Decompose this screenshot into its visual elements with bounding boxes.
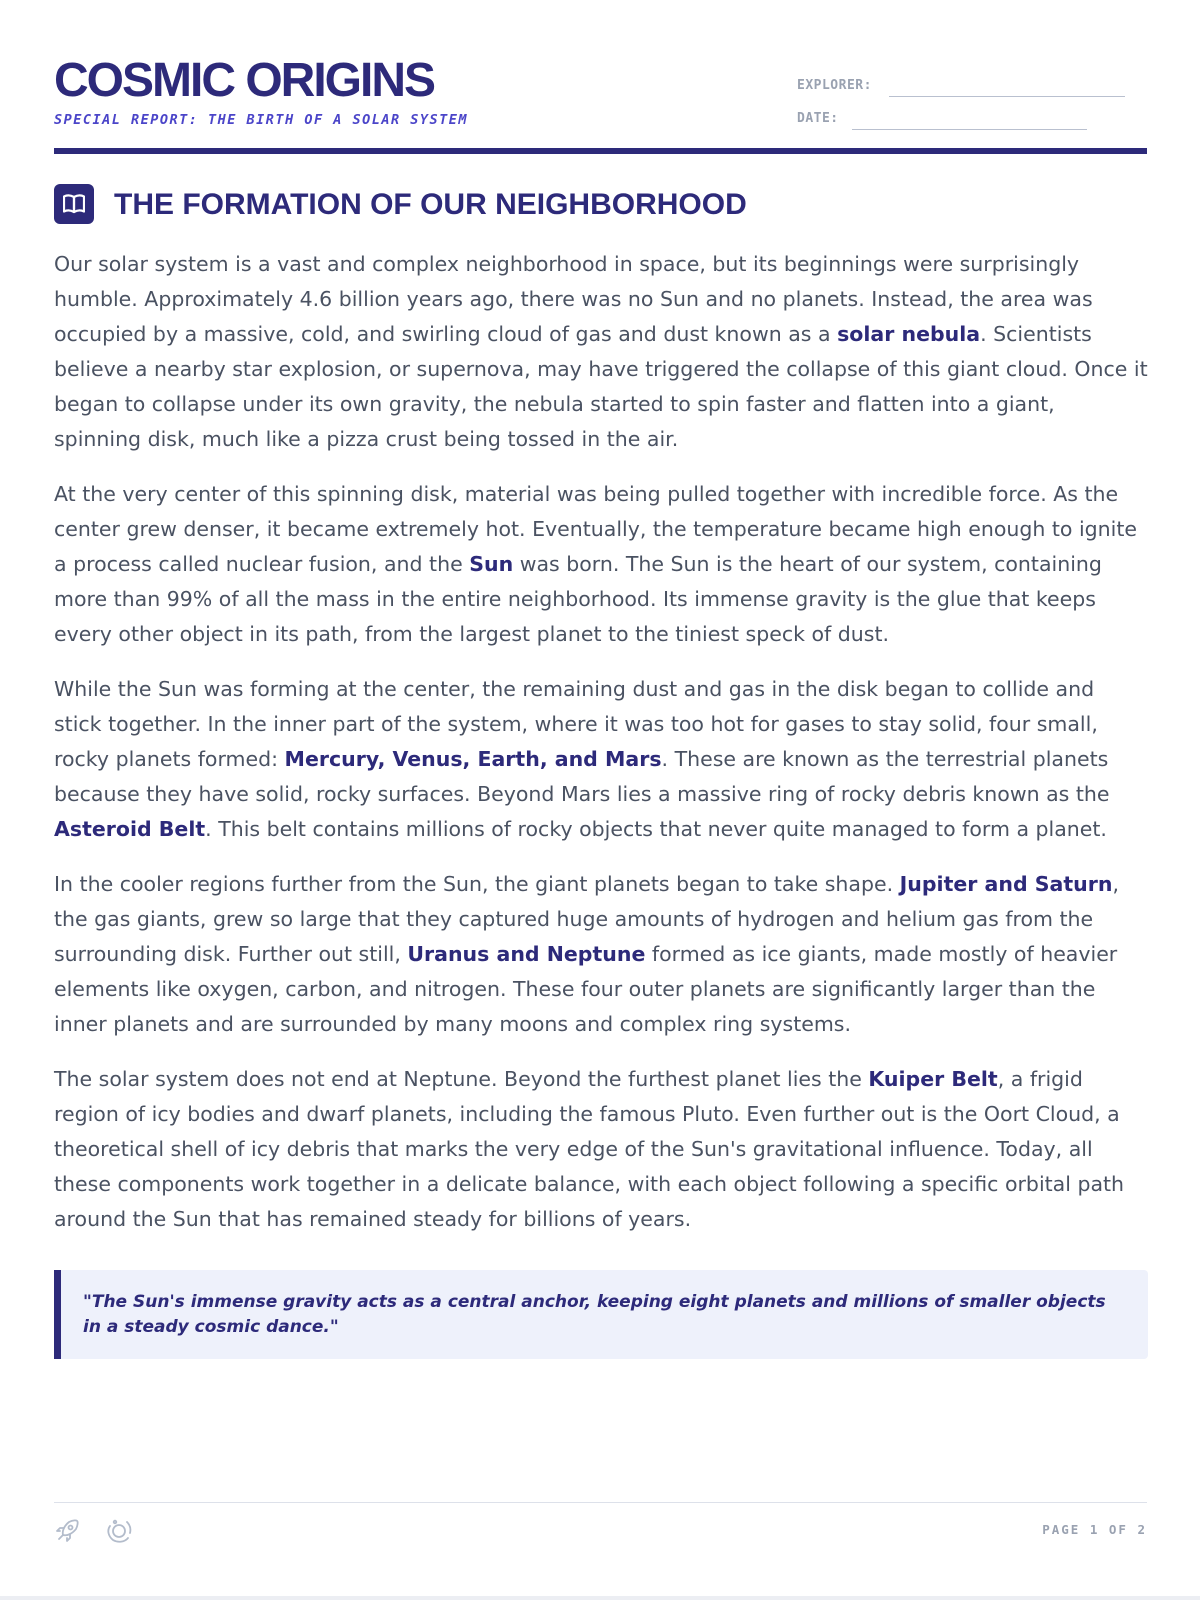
explorer-label: EXPLORER: bbox=[797, 78, 872, 93]
page-title: COSMIC ORIGINS bbox=[54, 54, 435, 107]
text-run: was born. The Sun is the heart of our system, containing more than 99% of all the mass in the entire neighborhood. Its immense gravity is the glue that keeps every other object in its path, from the largest planet to the tiniest speck of dust. bbox=[54, 552, 1102, 646]
section-title: THE FORMATION OF OUR NEIGHBORHOOD bbox=[114, 188, 747, 221]
footer-divider bbox=[54, 1502, 1147, 1503]
rocket-icon bbox=[54, 1518, 80, 1548]
page-header bbox=[54, 52, 1147, 154]
key-term: Kuiper Belt bbox=[868, 1067, 998, 1091]
key-term: Mercury, Venus, Earth, and Mars bbox=[284, 747, 662, 771]
text-run: . This belt contains millions of rocky objects that never quite managed to form a planet. bbox=[205, 817, 1107, 841]
explorer-field[interactable] bbox=[889, 96, 1125, 97]
page-subtitle: SPECIAL REPORT: THE BIRTH OF A SOLAR SYSTEM bbox=[54, 112, 468, 128]
article-body bbox=[54, 247, 1148, 1257]
key-term: Sun bbox=[469, 552, 514, 576]
text-run: In the cooler regions further from the Sun, the giant planets began to take shape. bbox=[54, 872, 900, 896]
body-paragraph bbox=[54, 477, 1148, 652]
text-run: formed as ice giants, made mostly of heavier elements like oxygen, carbon, and nitrogen. These four outer planets are significantly larger than the inner planets and are surrounded by many moons and complex ring systems. bbox=[54, 942, 1118, 1036]
book-open-icon bbox=[54, 184, 94, 224]
body-paragraph bbox=[54, 867, 1148, 1042]
date-label: DATE: bbox=[797, 111, 839, 126]
text-run: . Scientists believe a nearby star explosion, or supernova, may have triggered the collapse of this giant cloud. Once it began to collapse under its own gravity, the nebula started to spin faster and flatten into a giant, spinning disk, much like a pizza crust being tossed in the air. bbox=[54, 322, 1148, 451]
body-paragraph bbox=[54, 247, 1148, 457]
key-term: Asteroid Belt bbox=[54, 817, 206, 841]
text-run: The solar system does not end at Neptune. Beyond the furthest planet lies the bbox=[54, 1067, 869, 1091]
body-paragraph bbox=[54, 1062, 1148, 1237]
text-run: Our solar system is a vast and complex neighborhood in space, but its beginnings were surprisingly humble. Approximately 4.6 billion years ago, there was no Sun and no planets. Instead, the area was occupied by a massive, cold, and swirling cloud of gas and dust known as a bbox=[54, 252, 1093, 346]
text-run: , the gas giants, grew so large that they captured huge amounts of hydrogen and helium gas from the surrounding disk. Further out still, bbox=[54, 872, 1119, 966]
text-run: While the Sun was forming at the center, the remaining dust and gas in the disk began to collide and stick together. In the inner part of the system, where it was too hot for gases to stay solid, four small, rocky planets formed: bbox=[54, 677, 1098, 771]
date-field[interactable] bbox=[852, 129, 1087, 130]
key-term: Uranus and Neptune bbox=[407, 942, 646, 966]
text-run: , a frigid region of icy bodies and dwarf planets, including the famous Pluto. Even further out is the Oort Cloud, a theoretical shell of icy debris that marks the very edge of the Sun's gravitational influence. Today, all these components work together in a delicate balance, with each object following a specific orbital path around the Sun that has remained steady for billions of years. bbox=[54, 1067, 1125, 1231]
page-number: PAGE 1 OF 2 bbox=[1042, 1522, 1147, 1537]
text-run: . These are known as the terrestrial planets because they have solid, rocky surfaces. Beyond Mars lies a massive ring of rocky debris known as the bbox=[54, 747, 1110, 806]
body-paragraph bbox=[54, 672, 1148, 847]
key-term: Jupiter and Saturn bbox=[899, 872, 1113, 896]
text-run: At the very center of this spinning disk, material was being pulled together with incredible force. As the center grew denser, it became extremely hot. Eventually, the temperature became high enough to ignite a process called nuclear fusion, and the bbox=[54, 482, 1138, 576]
key-term: solar nebula bbox=[837, 322, 981, 346]
pull-quote: "The Sun's immense gravity acts as a central anchor, keeping eight planets and millions of smaller objects in a steady cosmic dance." bbox=[54, 1270, 1148, 1359]
planet-icon bbox=[106, 1518, 132, 1548]
